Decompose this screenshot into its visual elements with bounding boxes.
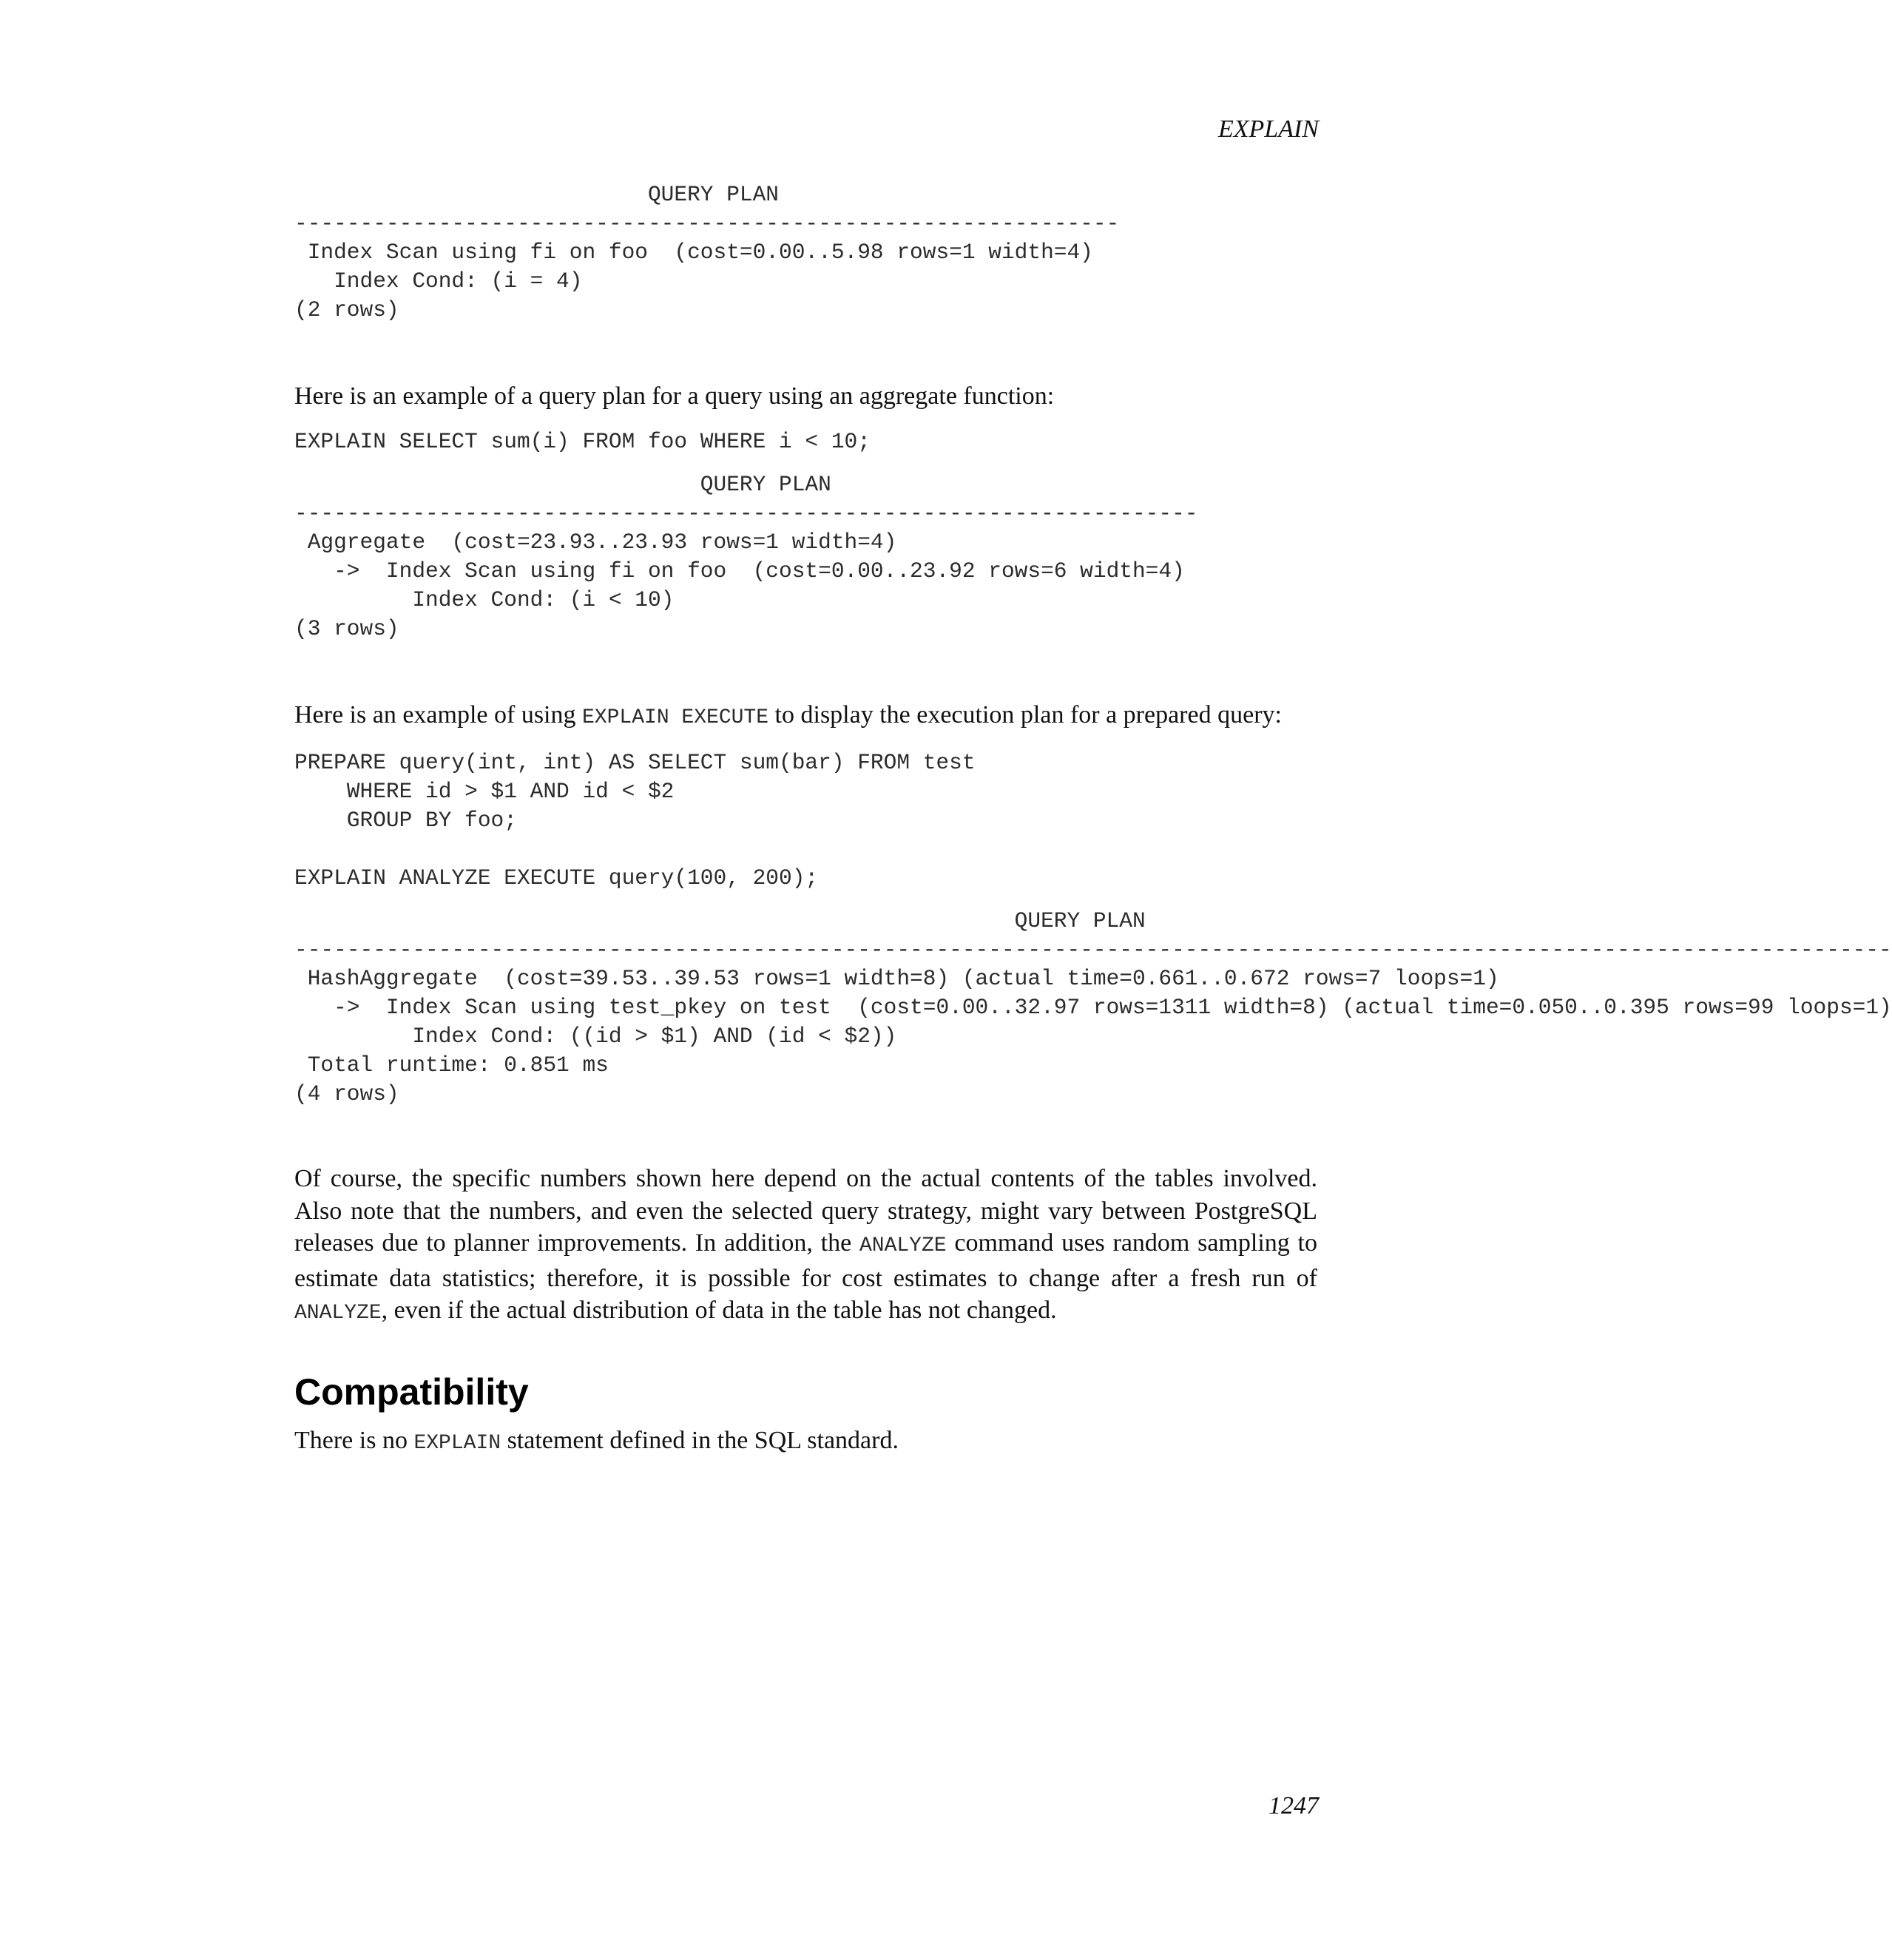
- text-segment: statement defined in the SQL standard.: [501, 1426, 899, 1454]
- running-header: EXPLAIN: [1218, 115, 1319, 143]
- paragraph-compatibility: [294, 1425, 1330, 1460]
- code-aggregate-query: EXPLAIN SELECT sum(i) FROM foo WHERE i < 10;: [294, 428, 871, 454]
- inline-code-explain-execute: EXPLAIN EXECUTE: [582, 706, 769, 729]
- inline-code-analyze: ANALYZE: [859, 1234, 947, 1257]
- text-segment: There is no: [294, 1426, 414, 1454]
- inline-code-analyze: ANALYZE: [294, 1302, 382, 1325]
- section-heading-compatibility: Compatibility: [294, 1371, 529, 1413]
- paragraph-numbers-note: [294, 1163, 1317, 1330]
- query-plan-output-1: QUERY PLAN --------------------------------------------------------------- Index Scan using fi on foo (cost=0.00..5.98 rows=1 width=4) Index Cond: (i = 4) (2 rows): [294, 182, 1120, 322]
- inline-code-explain: EXPLAIN: [413, 1431, 501, 1455]
- query-plan-output-3: QUERY PLAN -------------------------------------------------------------------------------------------------------------------------- HashAggregate (cost=39.53..39.53 rows=1 width=8) (actual time=0.661..0.672 rows=7 loops=1) -> Index Scan using test_pkey on test (cost=0.00..32.97 rows=1311 width=8) (actual time=0.050..0.395 rows=99 loops=1) Index Cond: ((id > $1) AND (id < $2)) Total runtime: 0.851 ms (4 rows): [294, 908, 1892, 1106]
- text-segment: Of course, the specific numbers shown here depend on the actual contents of the tables involved. Also note that the numbers, and even the selected query strategy, might vary between PostgreSQL releases due to planner improvements. In addition, the: [294, 1165, 1317, 1257]
- text-segment: Here is an example of using: [294, 700, 582, 729]
- page-content: [294, 180, 1892, 1459]
- page-number: 1247: [1268, 1792, 1319, 1819]
- text-segment: to display the execution plan for a prepared query:: [768, 700, 1282, 729]
- paragraph-aggregate-intro: Here is an example of a query plan for a query using an aggregate function:: [294, 382, 1055, 410]
- query-plan-output-2: QUERY PLAN --------------------------------------------------------------------- Aggregate (cost=23.93..23.93 rows=1 width=4) -> Index Scan using fi on foo (cost=0.00..23.92 rows=6 width=4) Index Cond: (i < 10) (3 rows): [294, 471, 1198, 641]
- paragraph-explain-execute: [294, 699, 1330, 734]
- text-segment: , even if the actual distribution of data in the table has not changed.: [381, 1297, 1057, 1324]
- text-segment: command uses random sampling to estimate data statistics; therefore, it is possible for cost estimates to change after a fresh run of: [294, 1229, 1317, 1292]
- code-prepare-statement: PREPARE query(int, int) AS SELECT sum(bar) FROM test WHERE id > $1 AND id < $2 GROUP BY foo; EXPLAIN ANALYZE EXECUTE query(100, 200);: [294, 750, 976, 891]
